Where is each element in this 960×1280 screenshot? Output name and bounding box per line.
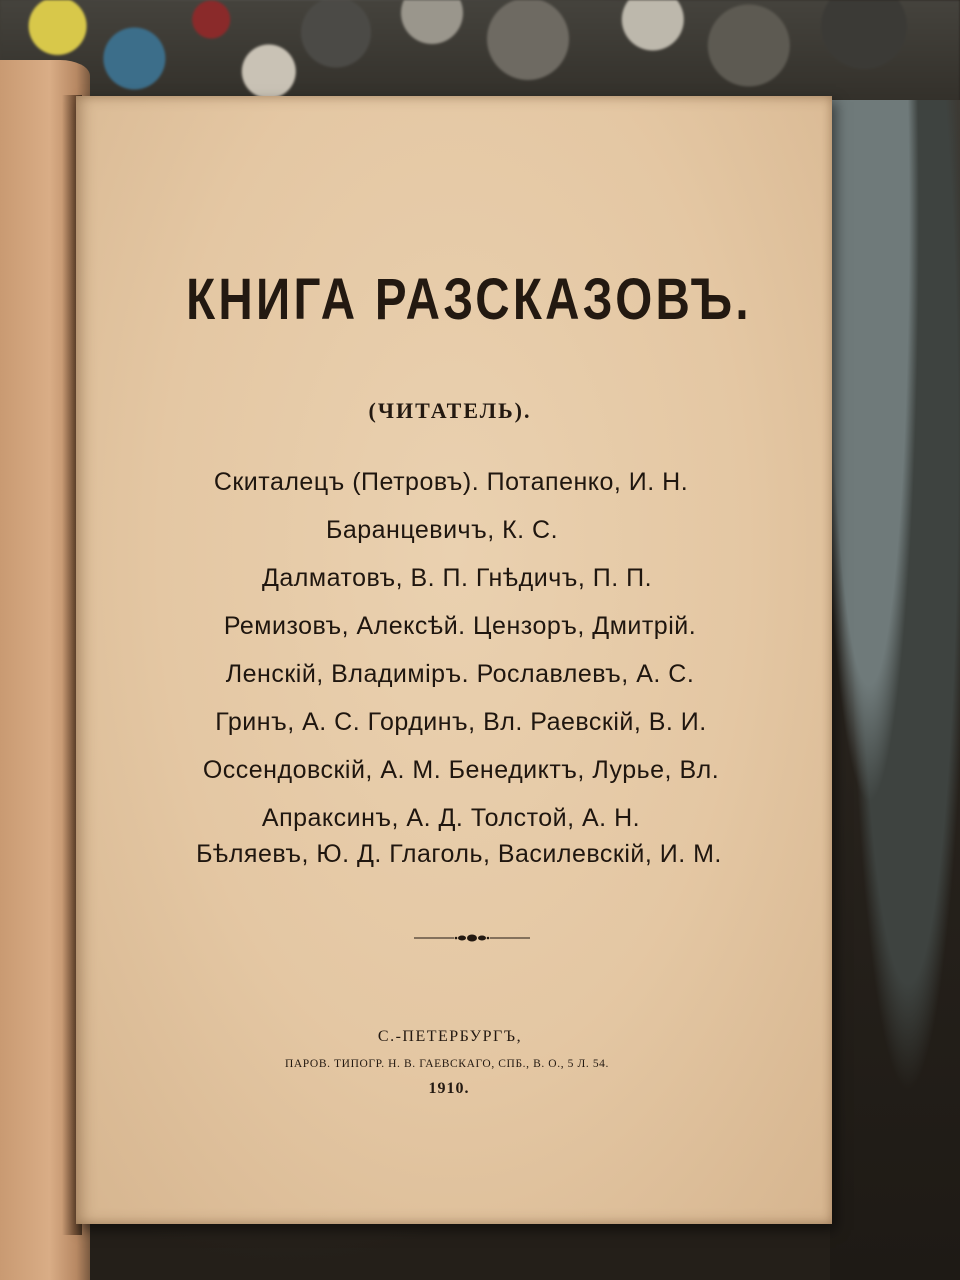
author-line: Баранцевичъ, К. С. (325, 516, 559, 544)
book-subtitle: (ЧИТАТЕЛЬ). (368, 398, 532, 423)
ornament-divider (414, 930, 530, 946)
publication-year: 1910. (428, 1080, 470, 1097)
book-title: КНИГА РАЗСКАЗОВЪ. (186, 267, 752, 332)
author-line: Оссендовскій, А. М. Бенедиктъ, Лурье, Вл. (202, 756, 720, 784)
author-line: Апраксинъ, А. Д. Толстой, А. Н. (261, 804, 641, 832)
publication-city: С.-ПЕТЕРБУРГЪ, (377, 1028, 523, 1045)
author-line: Гринъ, А. С. Гординъ, Вл. Раевскій, В. И. (215, 708, 707, 736)
author-line: Ленскій, Владиміръ. Рославлевъ, А. С. (225, 660, 695, 688)
author-line: Ремизовъ, Алексѣй. Цензоръ, Дмитрій. (223, 612, 697, 640)
title-page (76, 96, 832, 1224)
author-line: Далматовъ, В. П. Гнѣдичъ, П. П. (261, 564, 653, 592)
author-line: Скиталецъ (Петровъ). Потапенко, И. Н. (213, 468, 689, 496)
printer-line: ПАРОВ. ТИПОГР. Н. В. ГАЕВСКАГО, СПБ., В. О., 5 Л. 54. (284, 1058, 609, 1070)
background-desk (830, 100, 960, 1280)
author-line: Бѣляевъ, Ю. Д. Глаголь, Василевскій, И. М. (196, 840, 722, 868)
